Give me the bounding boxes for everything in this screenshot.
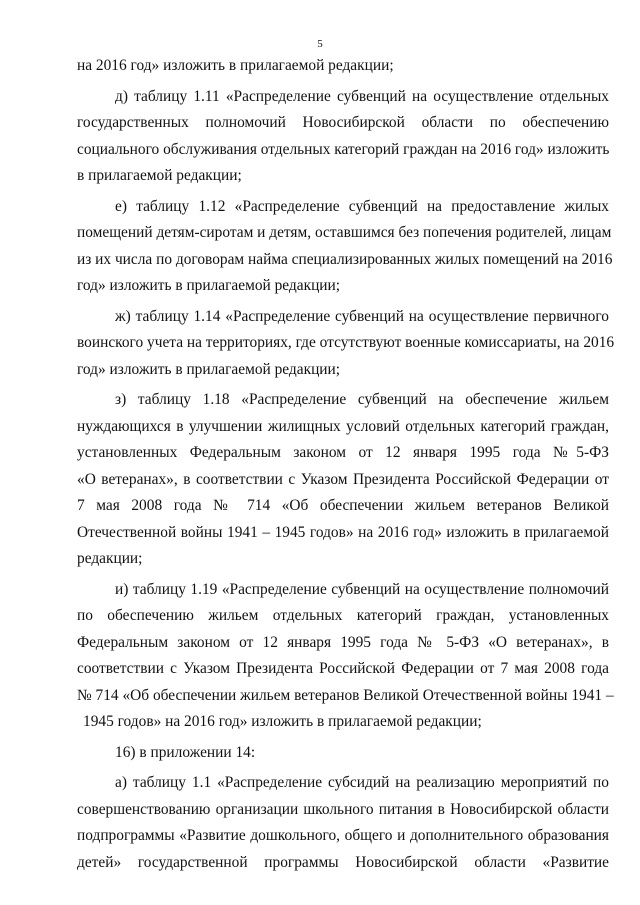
text-line: «О ветеранах», в соответствии с Указом Президента Российской Федерации от	[77, 470, 609, 488]
text-line: социального обслуживания отдельных категорий граждан на 2016 год» изложить	[77, 140, 610, 158]
text-line: Федеральным законом от 12 января 1995 года № 5-ФЗ «О ветеранах», в	[77, 633, 609, 651]
text-line: 16) в приложении 14:	[115, 743, 256, 761]
text-line: в прилагаемой редакции;	[77, 167, 242, 184]
text-line: помещений детям-сиротам и детям, оставшимся без попечения родителей, лицам	[77, 224, 612, 241]
text-line: установленных Федеральным законом от 12 января 1995 года №5-ФЗ	[77, 444, 609, 461]
text-line: на 2016 год» изложить в прилагаемой редакции;	[77, 57, 394, 74]
text-line: 1945 годов» на 2016 год» изложить в прилагаемой редакции;	[83, 713, 482, 730]
text-line: детей» государственной программы Новосибирской области «Развитие	[77, 853, 609, 871]
page-number: 5	[317, 38, 323, 50]
text-line: государственных полномочий Новосибирской области по обеспечению	[77, 114, 609, 131]
text-line: из их числа по договорам найма специализированных жилых помещений на 2016	[77, 250, 613, 268]
text-line: № 714 «Об обеспечении жильем ветеранов Великой Отечественной войны 1941 –	[77, 686, 614, 704]
text-line: 7 мая 2008 года № 714 «Об обеспечении жильем ветеранов Великой	[77, 497, 609, 514]
text-line: д) таблицу 1.11 «Распределение субвенций на осуществление отдельных	[115, 87, 609, 105]
text-line: з) таблицу 1.18 «Распределение субвенций на обеспечение жильем	[115, 391, 609, 408]
text-line: соответствии с Указом Президента Российской Федерации от 7 мая 2008 года	[77, 660, 609, 677]
text-line: е) таблицу 1.12 «Распределение субвенций на предоставление жилых	[115, 197, 609, 215]
text-line: год» изложить в прилагаемой редакции;	[77, 360, 341, 378]
text-line: Отечественной войны 1941 – 1945 годов» на 2016 год» изложить в прилагаемой	[77, 523, 609, 541]
text-line: воинского учета на территориях, где отсутствуют военные комиссариаты, на 2016	[77, 334, 615, 351]
text-line: нуждающихся в улучшении жилищных условий отдельных категорий граждан,	[77, 417, 609, 435]
text-line: а) таблицу 1.1 «Распределение субсидий на реализацию мероприятий по	[115, 774, 609, 791]
text-line: по обеспечению жильем отдельных категорий граждан, установленных	[77, 607, 609, 624]
text-line: ж) таблицу 1.14 «Распределение субвенций на осуществление первичного	[115, 307, 609, 325]
text-line: год» изложить в прилагаемой редакции;	[77, 277, 341, 294]
text-line: редакции;	[77, 550, 143, 567]
text-line: подпрограммы «Развитие дошкольного, общего и дополнительного образования	[77, 827, 609, 844]
text-line: совершенствованию организации школьного питания в Новосибирской области	[77, 800, 609, 818]
document-body	[77, 53, 615, 876]
text-line: и) таблицу 1.19 «Распределение субвенций на осуществление полномочий	[115, 580, 609, 598]
